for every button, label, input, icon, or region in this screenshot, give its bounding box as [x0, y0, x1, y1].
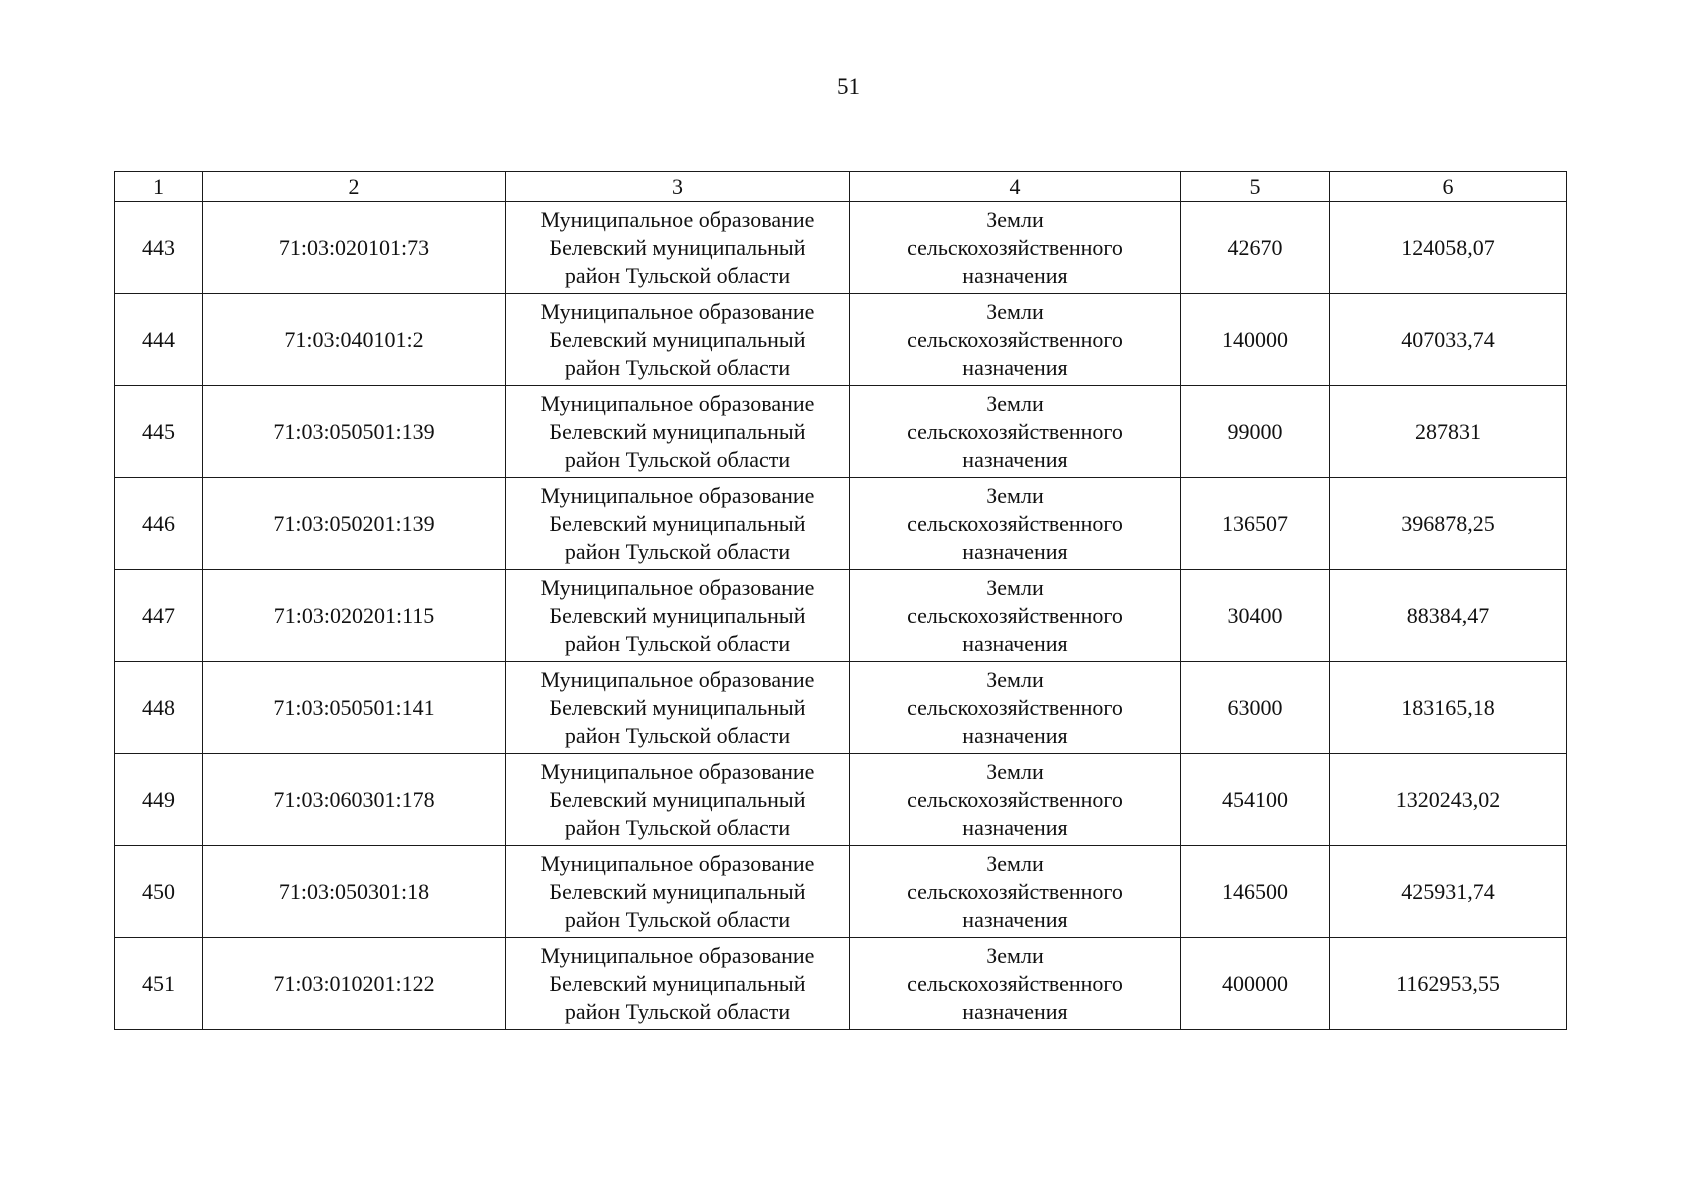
- owner-cell-line: Белевский муниципальный: [549, 878, 806, 904]
- owner-cell-line: район Тульской области: [564, 446, 791, 472]
- land-category-cell: [850, 478, 1181, 570]
- column-number-1: 1: [115, 172, 203, 202]
- land-category-cell-line: сельскохозяйственного: [907, 234, 1123, 260]
- cadastral-value-cell: 425931,74: [1330, 846, 1567, 938]
- land-category-cell-line: назначения: [962, 998, 1068, 1024]
- land-category-cell-line: назначения: [962, 538, 1068, 564]
- land-category-cell-line: назначения: [962, 446, 1068, 472]
- owner-cell: [506, 938, 850, 1030]
- table-row: [115, 570, 1567, 662]
- land-category-cell-line: сельскохозяйственного: [907, 970, 1123, 996]
- land-category-cell-line: сельскохозяйственного: [907, 418, 1123, 444]
- land-category-cell-line: сельскохозяйственного: [907, 786, 1123, 812]
- land-category-cell-line: назначения: [962, 262, 1068, 288]
- land-category-cell: [850, 754, 1181, 846]
- owner-cell-line: Муниципальное образование: [540, 850, 815, 876]
- owner-cell-line: район Тульской области: [564, 814, 791, 840]
- row-number: 446: [115, 478, 203, 570]
- owner-cell-line: район Тульской области: [564, 998, 791, 1024]
- land-category-cell-line: Земли: [986, 758, 1044, 784]
- owner-cell-line: Белевский муниципальный: [549, 510, 806, 536]
- land-category-cell-line: назначения: [962, 722, 1068, 748]
- column-number-5: 5: [1181, 172, 1330, 202]
- table-row: [115, 938, 1567, 1030]
- column-number-4: 4: [850, 172, 1181, 202]
- land-category-cell-line: Земли: [986, 482, 1044, 508]
- cadastral-value-cell: 88384,47: [1330, 570, 1567, 662]
- owner-cell: [506, 846, 850, 938]
- column-number-3: 3: [506, 172, 850, 202]
- cadastral-number: 71:03:020201:115: [203, 570, 506, 662]
- land-category-cell-line: сельскохозяйственного: [907, 694, 1123, 720]
- owner-cell-line: район Тульской области: [564, 538, 791, 564]
- cadastral-number: 71:03:020101:73: [203, 202, 506, 294]
- row-number: 445: [115, 386, 203, 478]
- table-row: [115, 202, 1567, 294]
- cadastral-value-cell: 183165,18: [1330, 662, 1567, 754]
- page-number: 51: [837, 74, 860, 99]
- owner-cell-line: Белевский муниципальный: [549, 694, 806, 720]
- owner-cell-line: Муниципальное образование: [540, 666, 815, 692]
- land-category-cell: [850, 662, 1181, 754]
- owner-cell-line: район Тульской области: [564, 354, 791, 380]
- land-category-cell-line: сельскохозяйственного: [907, 326, 1123, 352]
- owner-cell-line: район Тульской области: [564, 262, 791, 288]
- table-row: [115, 386, 1567, 478]
- table-row: [115, 662, 1567, 754]
- area-cell: 63000: [1181, 662, 1330, 754]
- owner-cell: [506, 662, 850, 754]
- cadastral-value-cell: 124058,07: [1330, 202, 1567, 294]
- land-category-cell: [850, 938, 1181, 1030]
- owner-cell-line: Муниципальное образование: [540, 942, 815, 968]
- owner-cell-line: Муниципальное образование: [540, 482, 815, 508]
- owner-cell-line: Муниципальное образование: [540, 206, 815, 232]
- land-category-cell-line: Земли: [986, 942, 1044, 968]
- cadastral-number: 71:03:050301:18: [203, 846, 506, 938]
- land-category-cell-line: Земли: [986, 666, 1044, 692]
- land-category-cell: [850, 294, 1181, 386]
- land-category-cell-line: сельскохозяйственного: [907, 510, 1123, 536]
- area-cell: 30400: [1181, 570, 1330, 662]
- owner-cell-line: Муниципальное образование: [540, 574, 815, 600]
- table-row: [115, 754, 1567, 846]
- land-category-cell-line: назначения: [962, 814, 1068, 840]
- table-header: [115, 172, 1567, 202]
- row-number: 451: [115, 938, 203, 1030]
- column-number-6: 6: [1330, 172, 1567, 202]
- land-category-cell-line: назначения: [962, 630, 1068, 656]
- row-number: 450: [115, 846, 203, 938]
- row-number: 449: [115, 754, 203, 846]
- land-category-cell-line: Земли: [986, 390, 1044, 416]
- land-category-cell: [850, 846, 1181, 938]
- cadastral-number: 71:03:050501:139: [203, 386, 506, 478]
- table-row: [115, 478, 1567, 570]
- area-cell: 400000: [1181, 938, 1330, 1030]
- land-category-cell-line: Земли: [986, 574, 1044, 600]
- land-category-cell-line: сельскохозяйственного: [907, 602, 1123, 628]
- cadastral-number: 71:03:060301:178: [203, 754, 506, 846]
- owner-cell-line: район Тульской области: [564, 722, 791, 748]
- owner-cell-line: район Тульской области: [564, 906, 791, 932]
- owner-cell: [506, 478, 850, 570]
- cadastral-number: 71:03:040101:2: [203, 294, 506, 386]
- owner-cell: [506, 754, 850, 846]
- land-category-cell: [850, 386, 1181, 478]
- cadastral-value-cell: 407033,74: [1330, 294, 1567, 386]
- area-cell: 454100: [1181, 754, 1330, 846]
- land-category-cell-line: назначения: [962, 354, 1068, 380]
- cadastral-number: 71:03:050501:141: [203, 662, 506, 754]
- cadastral-value-cell: 396878,25: [1330, 478, 1567, 570]
- cadastral-value-cell: 287831: [1330, 386, 1567, 478]
- owner-cell-line: Белевский муниципальный: [549, 418, 806, 444]
- owner-cell-line: Муниципальное образование: [540, 758, 815, 784]
- table-body: [115, 202, 1567, 1030]
- owner-cell-line: Белевский муниципальный: [549, 234, 806, 260]
- owner-cell-line: район Тульской области: [564, 630, 791, 656]
- area-cell: 42670: [1181, 202, 1330, 294]
- owner-cell-line: Белевский муниципальный: [549, 786, 806, 812]
- row-number: 447: [115, 570, 203, 662]
- owner-cell-line: Белевский муниципальный: [549, 970, 806, 996]
- owner-cell-line: Белевский муниципальный: [549, 326, 806, 352]
- owner-cell: [506, 202, 850, 294]
- land-registry-table: [114, 171, 1567, 1030]
- land-category-cell-line: Земли: [986, 206, 1044, 232]
- table-row: [115, 294, 1567, 386]
- row-number: 443: [115, 202, 203, 294]
- area-cell: 99000: [1181, 386, 1330, 478]
- owner-cell-line: Муниципальное образование: [540, 390, 815, 416]
- cadastral-value-cell: 1320243,02: [1330, 754, 1567, 846]
- land-category-cell-line: назначения: [962, 906, 1068, 932]
- column-number-2: 2: [203, 172, 506, 202]
- land-category-cell: [850, 570, 1181, 662]
- column-number-row: [115, 172, 1567, 202]
- area-cell: 146500: [1181, 846, 1330, 938]
- cadastral-number: 71:03:050201:139: [203, 478, 506, 570]
- row-number: 448: [115, 662, 203, 754]
- row-number: 444: [115, 294, 203, 386]
- table-row: [115, 846, 1567, 938]
- land-category-cell-line: Земли: [986, 298, 1044, 324]
- land-category-cell-line: Земли: [986, 850, 1044, 876]
- area-cell: 136507: [1181, 478, 1330, 570]
- owner-cell: [506, 570, 850, 662]
- owner-cell: [506, 386, 850, 478]
- cadastral-number: 71:03:010201:122: [203, 938, 506, 1030]
- owner-cell-line: Муниципальное образование: [540, 298, 815, 324]
- cadastral-value-cell: 1162953,55: [1330, 938, 1567, 1030]
- land-category-cell-line: сельскохозяйственного: [907, 878, 1123, 904]
- land-category-cell: [850, 202, 1181, 294]
- area-cell: 140000: [1181, 294, 1330, 386]
- owner-cell-line: Белевский муниципальный: [549, 602, 806, 628]
- owner-cell: [506, 294, 850, 386]
